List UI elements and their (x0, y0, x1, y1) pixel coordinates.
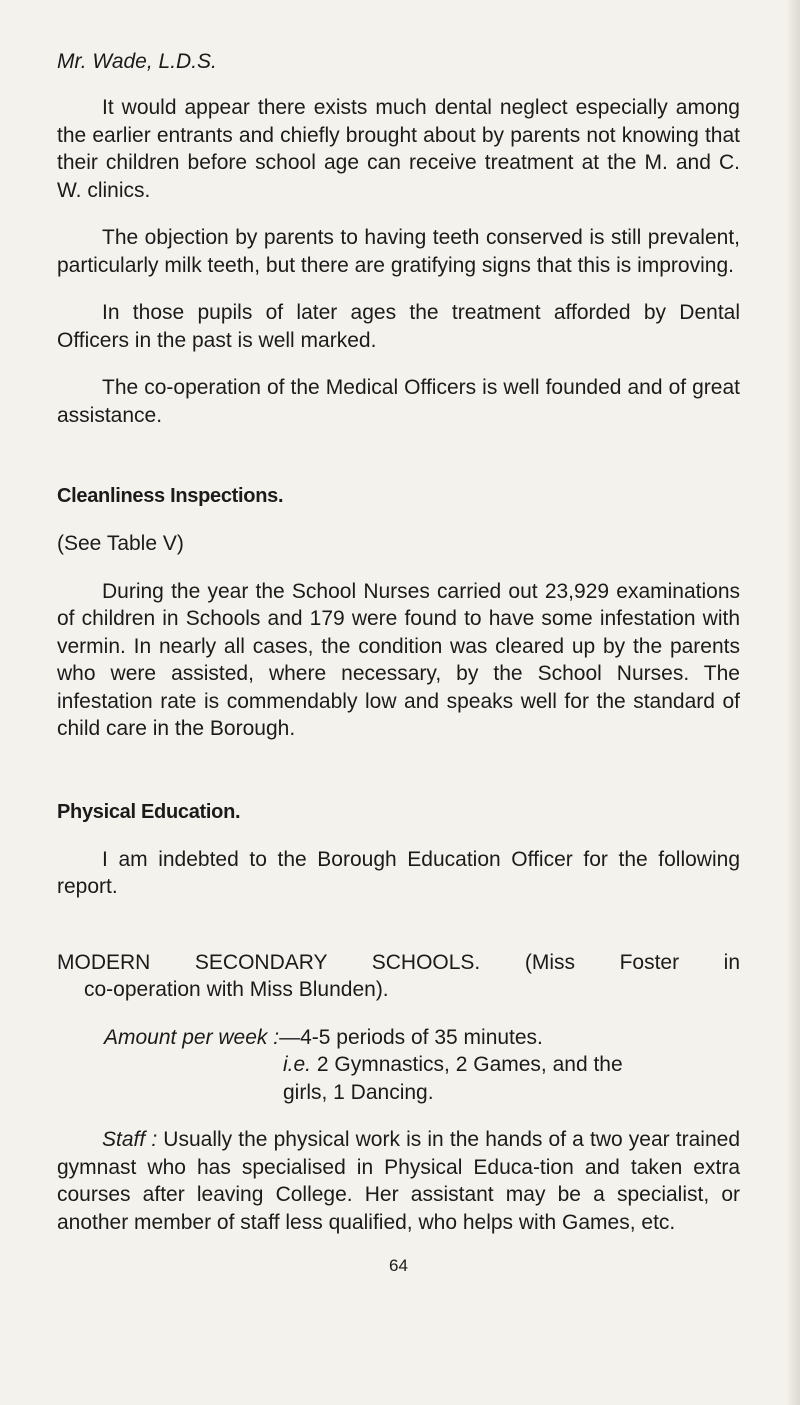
modern-secondary-section (57, 949, 740, 1237)
modern-secondary-title-line (57, 949, 740, 977)
amount-detail-line-2: girls, 1 Dancing. (283, 1080, 434, 1104)
physical-education-heading: Physical Education. (57, 800, 241, 823)
staff-paragraph (57, 1126, 740, 1236)
amount-detail-text: 2 Gymnastics, 2 Games, and the (311, 1053, 623, 1076)
cleanliness-heading: Cleanliness Inspections. (57, 485, 284, 507)
amount-detail-line-1 (57, 1051, 740, 1079)
dental-paragraph-4: The co-operation of the Medical Officers is well founded and of great assistance. (57, 376, 740, 427)
staff-label: Staff : (102, 1128, 158, 1151)
dental-paragraph-1: It would appear there exists much dental neglect especially among the earlier entrants and chiefly brought about by parents not knowing that their children before school age can receive treatment at the M. and C. W. clinics. (57, 96, 740, 202)
author-name: Mr. Wade, L.D.S. (57, 50, 217, 73)
physical-education-paragraph: I am indebted to the Borough Education Officer for the following report. (57, 847, 740, 898)
ie-abbrev: i.e. (283, 1053, 312, 1076)
dental-paragraph-3: In those pupils of later ages the treatment afforded by Dental Officers in the past is well marked. (57, 301, 740, 352)
modern-secondary-title-rest: (Miss Foster in (524, 950, 740, 974)
staff-text: Usually the physical work is in the hands of a two year trained gymnast who has specialised in Physical Educa-tion and taken extra courses after leaving College. Her assistant may be a specialist, or another member of staff less qualified, who helps with Games, etc. (57, 1128, 741, 1234)
page-edge-shadow (786, 0, 800, 1405)
cleanliness-paragraph: During the year the School Nurses carried out 23,929 examinations of children in Schools and 179 were found to have some infestation with vermin. In nearly all cases, the condition was cleared up by the parents who were assisted, where necessary, by the School Nurses. The infestation rate is commendably low and speaks well for the standard of child care in the Borough. (57, 579, 740, 740)
amount-value: —4-5 periods of 35 minutes. (279, 1025, 543, 1049)
page-number: 64 (389, 1256, 408, 1275)
dental-paragraph-2: The objection by parents to having teeth conserved is still prevalent, particularly milk teeth, but there are gratifying signs that this is improving. (57, 226, 740, 277)
amount-per-week-line (57, 1024, 740, 1052)
modern-secondary-title: MODERN SECONDARY SCHOOLS. (57, 950, 481, 974)
document-page (57, 50, 740, 1276)
modern-secondary-title-cont: co-operation with Miss Blunden). (84, 978, 389, 1001)
amount-label: Amount per week : (104, 1025, 280, 1049)
see-table-note: (See Table V) (57, 532, 184, 555)
